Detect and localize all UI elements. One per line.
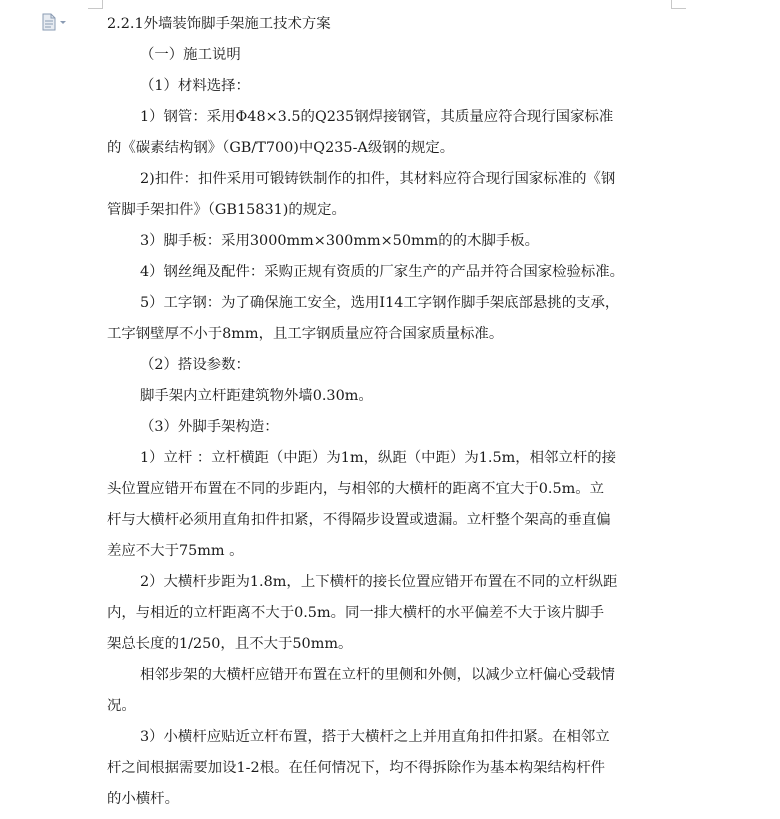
paragraph-line: 的《碳素结构钢》（GB/T700)中Q235-A级钢的规定。	[107, 140, 455, 156]
paragraph-line: 3）脚手板：采用3000mm×300mm×50mm的的木脚手板。	[140, 233, 540, 249]
paragraph-line: 杆与大横杆必须用直角扣件扣紧，不得隔步设置或遗漏。立杆整个架高的垂直偏	[107, 512, 611, 528]
margin-corner-mark-left	[88, 0, 103, 9]
paragraph-line: 工字钢壁厚不小于8mm，且工字钢质量应符合国家质量标准。	[107, 326, 504, 342]
item-heading: （3）外脚手架构造：	[140, 419, 279, 435]
subsection-heading: （一）施工说明	[140, 47, 241, 63]
item-heading: （1）材料选择：	[140, 78, 250, 94]
paragraph-line: 2)扣件：扣件采用可锻铸铁制作的扣件，其材料应符合现行国家标准的《钢	[140, 171, 616, 187]
paragraph-line: 4）钢丝绳及配件：采购正规有资质的厂家生产的产品并符合国家检验标准。	[140, 264, 625, 280]
section-heading: 2.2.1外墙装饰脚手架施工技术方案	[107, 16, 331, 32]
paragraph-line: 脚手架内立杆距建筑物外墙0.30m。	[140, 388, 373, 404]
paragraph-line: 的小横杆。	[107, 791, 179, 807]
paragraph-line: 架总长度的1/250，且不大于50mm。	[107, 636, 353, 652]
paragraph-line: 2）大横杆步距为1.8m，上下横杆的接长位置应错开布置在不同的立杆纵距	[140, 574, 618, 590]
paragraph-line: 5）工字钢：为了确保施工安全，选用I14工字钢作脚手架底部悬挑的支承，	[140, 295, 620, 311]
paragraph-line: 杆之间根据需要加设1-2根。在任何情况下，均不得拆除作为基本构架结构杆件	[107, 760, 606, 776]
document-page	[107, 9, 665, 815]
paragraph-line: 1）钢管：采用Φ48×3.5的Q235钢焊接钢管，其质量应符合现行国家标准	[140, 109, 614, 125]
paragraph-line: 3）小横杆应贴近立杆布置，搭于大横杆之上并用直角扣件扣紧。在相邻立	[140, 729, 610, 745]
paragraph-line: 1）立杆 ：立杆横距（中距）为1m，纵距（中距）为1.5m，相邻立杆的接	[140, 450, 617, 466]
paragraph-line: 内，与相近的立杆距离不大于0.5m。同一排大横杆的水平偏差不大于该片脚手	[107, 605, 605, 621]
margin-corner-mark-right	[671, 0, 686, 9]
paragraph-line: 况。	[107, 698, 136, 714]
paragraph-line: 相邻步架的大横杆应错开布置在立杆的里侧和外侧，以减少立杆偏心受载情	[140, 667, 615, 683]
item-heading: （2）搭设参数：	[140, 357, 250, 373]
paragraph-line: 差应不大于75mm 。	[107, 543, 244, 559]
paragraph-line: 头位置应错开布置在不同的步距内，与相邻的大横杆的距离不宜大于0.5m。立	[107, 481, 605, 497]
paragraph-line: 管脚手架扣件》（GB15831)的规定。	[107, 202, 346, 218]
document-icon[interactable]	[41, 13, 69, 31]
